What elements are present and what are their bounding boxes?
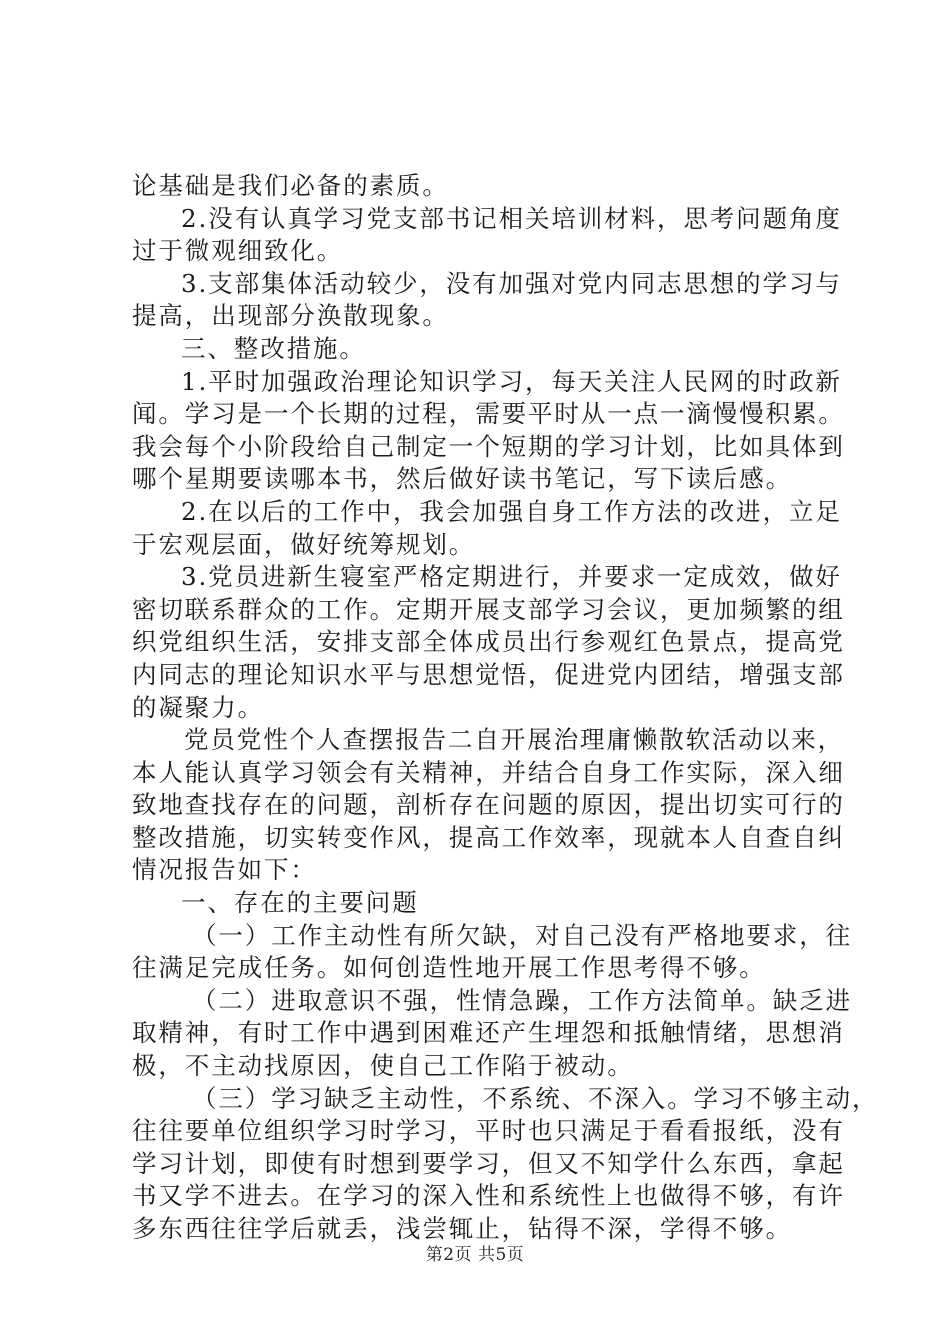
- text-line: 书又学不进去。在学习的深入性和系统性上也做得不够，有许: [132, 1181, 845, 1211]
- text-line: 整改措施，切实转变作风，提高工作效率，现就本人自查自纠: [132, 822, 845, 852]
- text-line: 内同志的理论知识水平与思想觉悟，促进党内团结，增强支部: [132, 659, 845, 689]
- text-line: 于宏观层面，做好统筹规划。: [132, 529, 476, 559]
- text-line: （一）工作主动性有所欠缺，对自己没有严格地要求，往: [192, 920, 852, 950]
- text-line: 过于微观细致化。: [132, 236, 344, 266]
- text-line: 本人能认真学习领会有关精神，并结合自身工作实际，深入细: [132, 757, 845, 787]
- text-line: 2.没有认真学习党支部书记相关培训材料，思考问题角度: [181, 203, 842, 233]
- text-line: 的凝聚力。: [132, 692, 264, 722]
- text-line: 往满足完成任务。如何创造性地开展工作思考得不够。: [132, 953, 766, 983]
- page-number: 第2页 共5页: [425, 1245, 525, 1265]
- text-line: 往往要单位组织学习时学习，平时也只满足于看看报纸，没有: [132, 1116, 845, 1146]
- text-line: 密切联系群众的工作。定期开展支部学习会议，更加频繁的组: [132, 594, 845, 624]
- text-line: （三）学习缺乏主动性，不系统、不深入。学习不够主动，: [192, 1083, 879, 1113]
- document-body: [132, 170, 879, 1246]
- text-line: 1.平时加强政治理论知识学习，每天关注人民网的时政新: [181, 366, 842, 396]
- text-line: 提高，出现部分涣散现象。: [132, 301, 449, 331]
- text-line: 论基础是我们必备的素质。: [132, 171, 449, 200]
- text-line: 哪个星期要读哪本书，然后做好读书笔记，写下读后感。: [132, 464, 792, 494]
- text-line: 2.在以后的工作中，我会加强自身工作方法的改进，立足: [181, 496, 842, 526]
- text-line: 闻。学习是一个长期的过程，需要平时从一点一滴慢慢积累。: [132, 399, 845, 429]
- text-line: 织党组织生活，安排支部全体成员出行参观红色景点，提高党: [132, 627, 845, 657]
- text-line: 党员党性个人查摆报告二自开展治理庸懒散软活动以来，: [184, 725, 844, 755]
- text-line: 3.支部集体活动较少，没有加强对党内同志思想的学习与: [181, 268, 842, 298]
- text-line: 我会每个小阶段给自己制定一个短期的学习计划，比如具体到: [132, 431, 845, 461]
- section-heading: 一、存在的主要问题: [181, 888, 419, 918]
- text-line: 取精神，有时工作中遇到困难还产生埋怨和抵触情绪，思想消: [132, 1018, 845, 1048]
- section-heading: 三、整改措施。: [181, 333, 366, 363]
- text-line: （二）进取意识不强，性情急躁，工作方法简单。缺乏进: [192, 985, 852, 1015]
- text-line: 致地查找存在的问题，剖析存在问题的原因，提出切实可行的: [132, 790, 845, 820]
- text-line: 多东西往往学后就丢，浅尝辄止，钻得不深，学得不够。: [132, 1214, 792, 1243]
- text-line: 学习计划，即使有时想到要学习，但又不知学什么东西，拿起: [132, 1148, 845, 1178]
- text-line: 极，不主动找原因，使自己工作陷于被动。: [132, 1051, 634, 1081]
- text-line: 情况报告如下：: [132, 855, 317, 885]
- text-line: 3.党员进新生寝室严格定期进行，并要求一定成效，做好: [181, 562, 842, 592]
